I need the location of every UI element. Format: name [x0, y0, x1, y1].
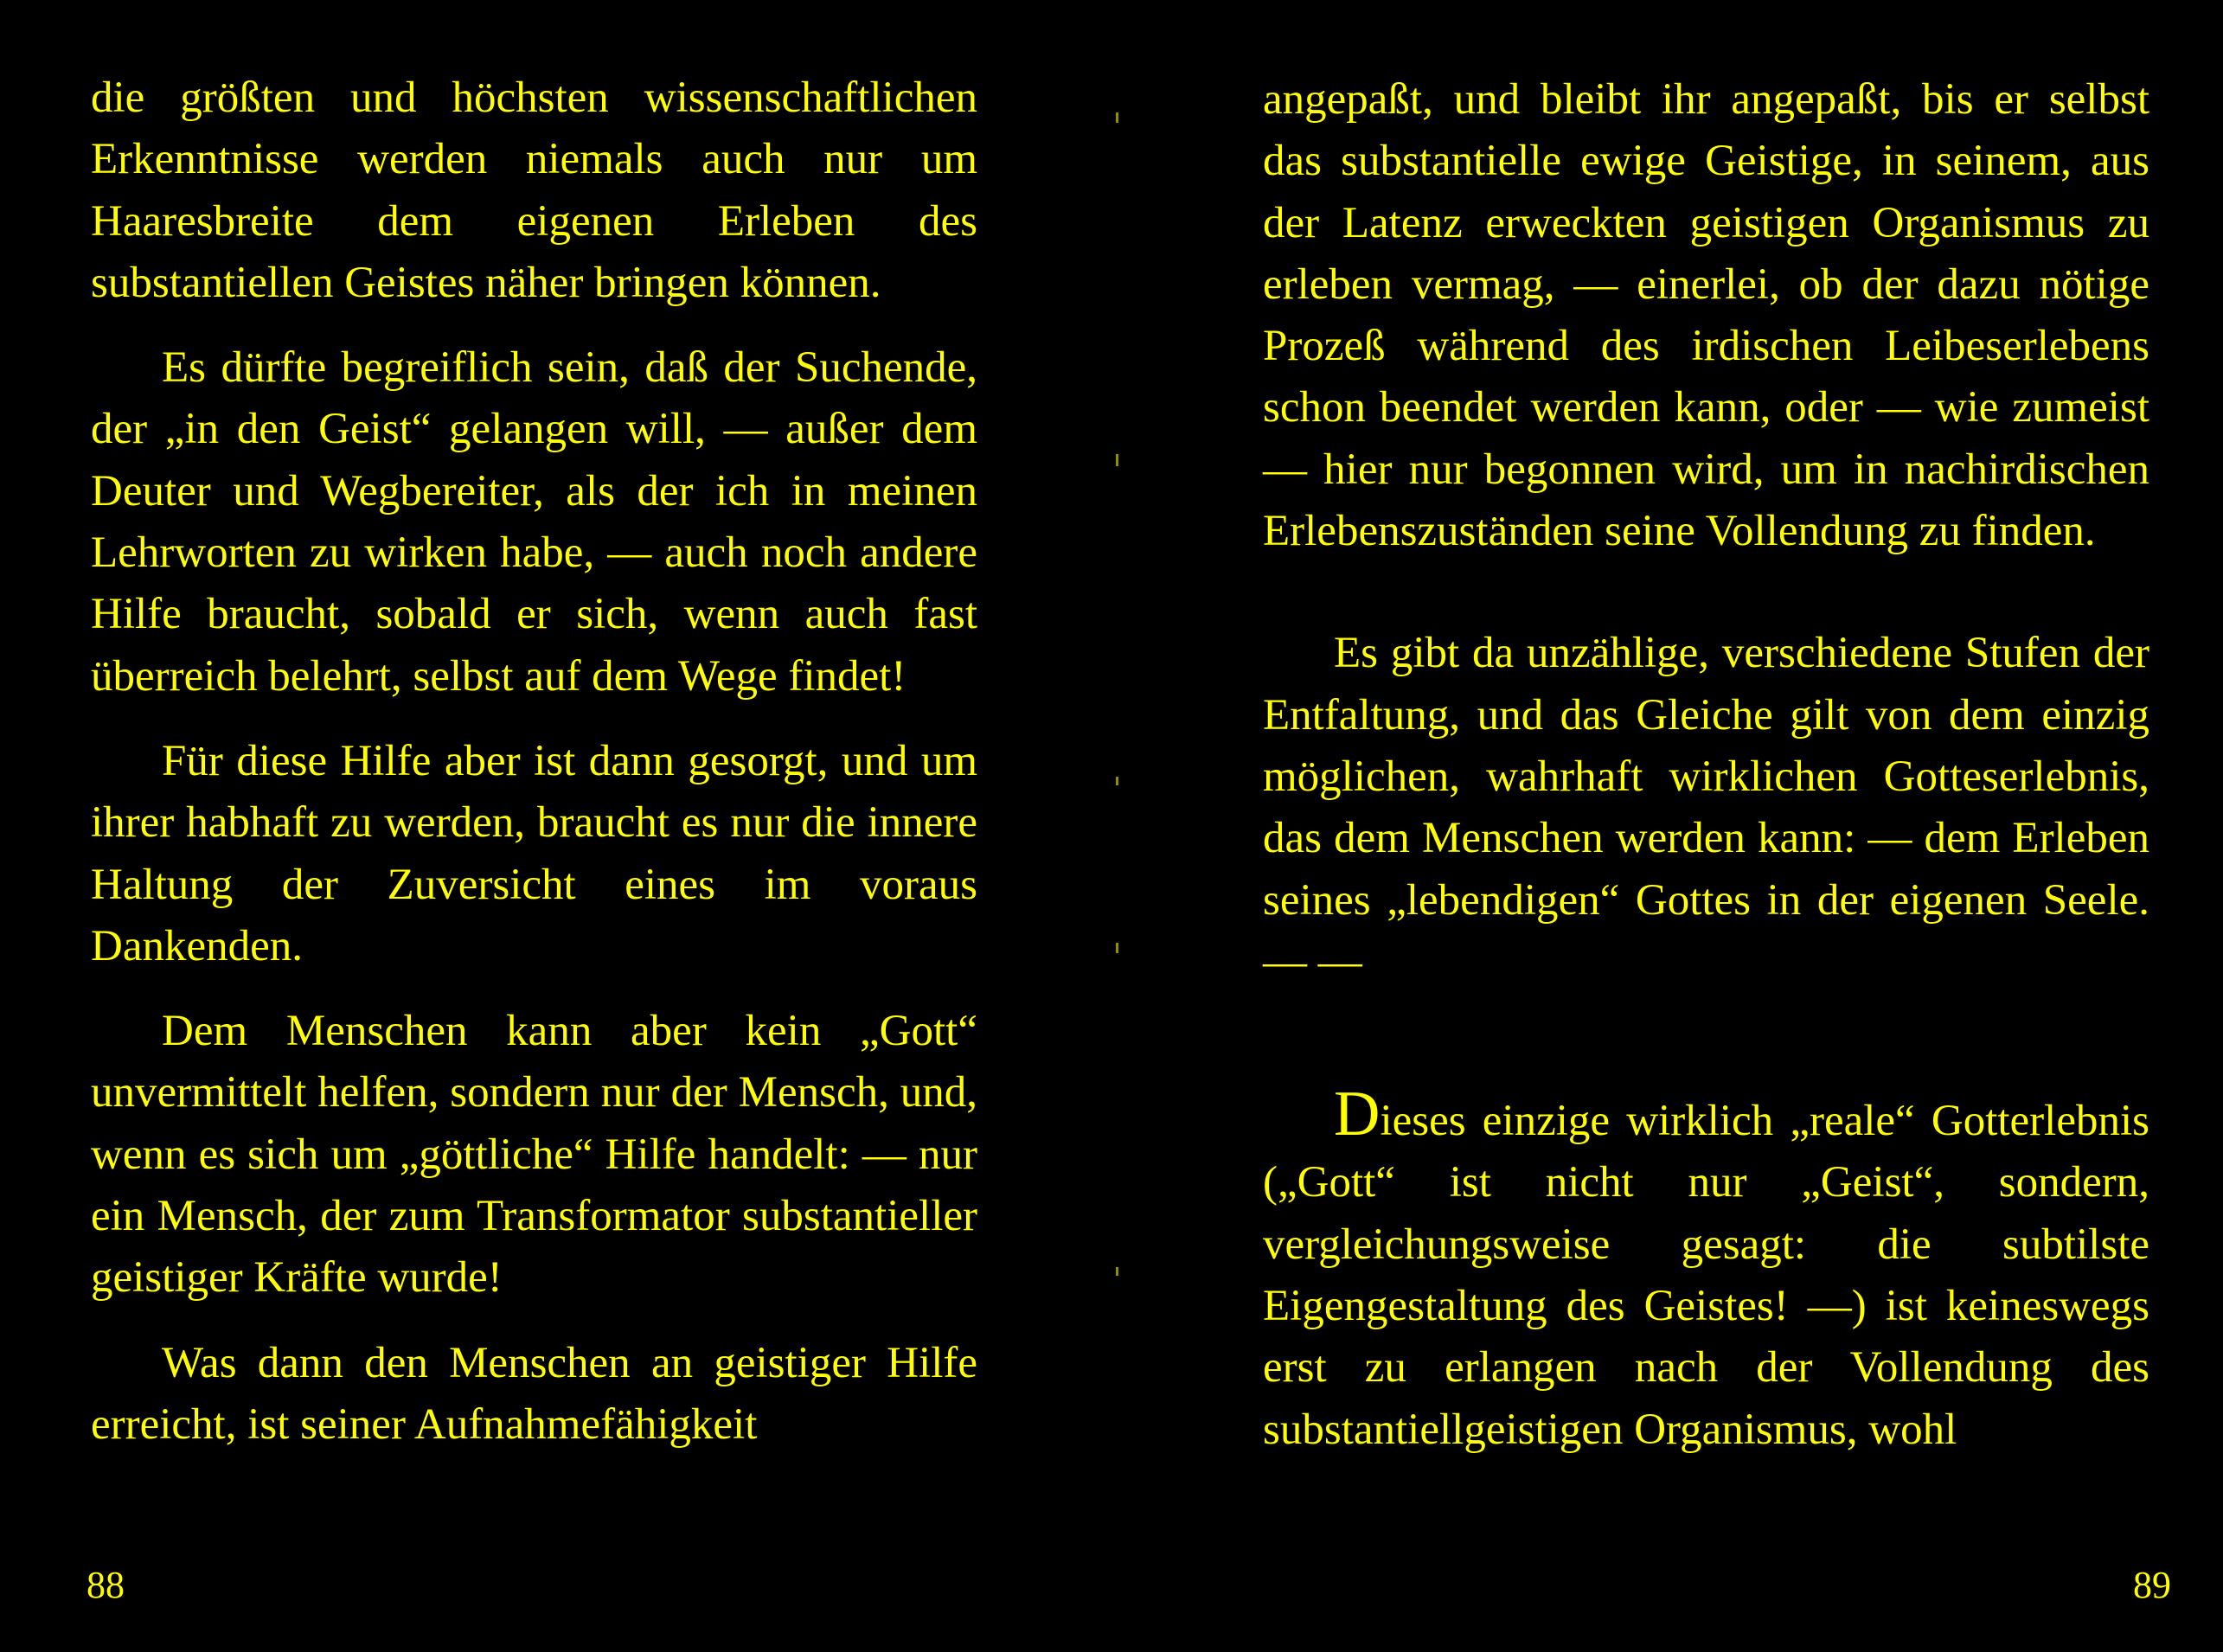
right-paragraph-2: Es gibt da unzählige, verschiedene Stufen der Entfaltung, und das Gleiche gilt von dem einzig möglichen, wahrhaft wirklichen Gotteserlebnis, das dem Menschen werden kann: — dem Erleben seines „lebendigen“ Gottes in der eigenen Seele. — —: [1263, 629, 2149, 986]
right-paragraph-1: angepaßt, und bleibt ihr angepaßt, bis er selbst das substantielle ewige Geistige, in seinem, aus der Latenz erweckten geistigen Organismus zu erleben vermag, — einerlei, ob der dazu nötige Prozeß während des irdischen Leibeserlebens schon beendet werden kann, oder — wie zumeist — hier nur begonnen wird, um in nachirdischen Erlebenszuständen seine Vollendung zu finden.: [1263, 75, 2149, 556]
left-page-text: [91, 67, 977, 1456]
left-paragraph-5: Was dann den Menschen an geistiger Hilfe erreicht, ist seiner Aufnahmefähigkeit: [91, 1338, 977, 1449]
right-paragraph-3: Dieses einzige wirklich „reale“ Gotterlebnis („Gott“ ist nicht nur „Geist“, sondern, vergleichungsweise gesagt: die subtilste Eigengestaltung des Geistes! —) ist keineswegs erst zu erlangen nach der Vollendung des substantiellgeistigen Organismus, wohl: [1263, 1079, 2149, 1454]
right-page-text: [1263, 69, 2149, 1461]
left-paragraph-4: Dem Menschen kann aber kein „Gott“ unvermittelt helfen, sondern nur der Mensch, und, wenn es sich um „göttliche“ Hilfe handelt: — nur ein Mensch, der zum Transformator substantieller geistiger Kräfte wurde!: [91, 1007, 977, 1303]
left-paragraph-1: die größten und höchsten wissenschaftlichen Erkenntnisse werden niemals auch nur um Haaresbreite dem eigenen Erleben des substantiellen Geistes näher bringen können.: [91, 74, 977, 307]
left-paragraph-2: Es dürfte begreiflich sein, daß der Suchende, der „in den Geist“ gelangen will, — außer dem Deuter und Wegbereiter, als der ich in meinen Lehrworten zu wirken habe, — auch noch andere Hilfe braucht, sobald er sich, wenn auch fast überreich belehrt, selbst auf dem Wege findet!: [91, 343, 977, 701]
page-number-left: 88: [86, 1564, 125, 1606]
right-page: [1112, 0, 2223, 1652]
page-number-right: 89: [2133, 1564, 2171, 1606]
left-paragraph-3: Für diese Hilfe aber ist dann gesorgt, und um ihrer habhaft zu werden, braucht es nur die innere Haltung der Zuversicht eines im voraus Dankenden.: [91, 736, 977, 970]
